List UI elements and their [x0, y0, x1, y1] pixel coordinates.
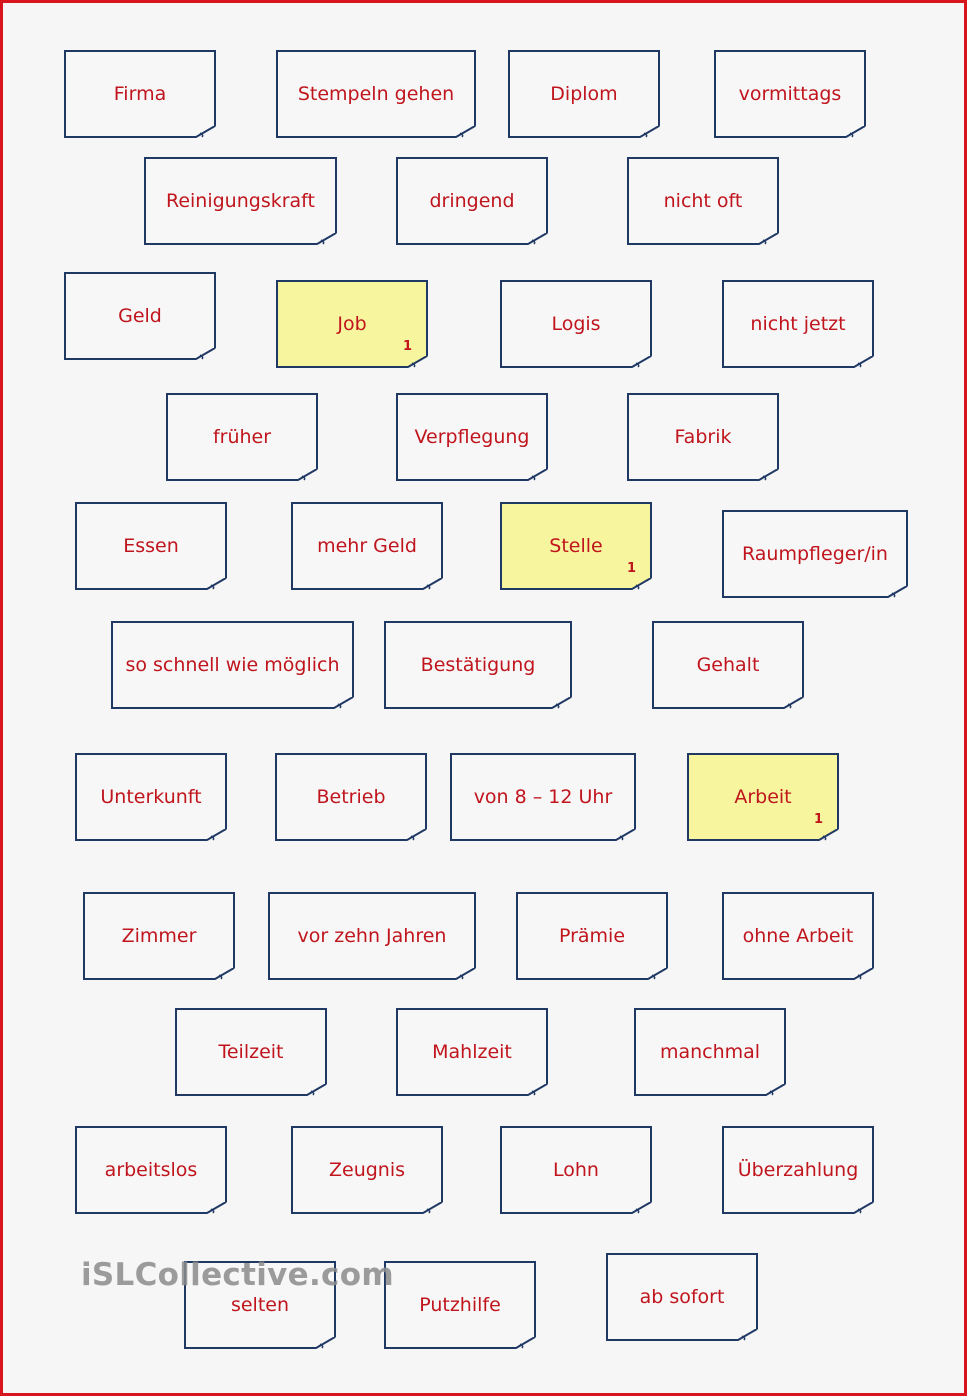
page-curl-icon: [640, 126, 660, 138]
word-card-fabrik[interactable]: [627, 393, 779, 481]
page-curl-icon: [207, 829, 227, 841]
word-card-label: früher: [212, 426, 272, 448]
page-curl-icon: [516, 1337, 536, 1349]
word-card-label: Betrieb: [316, 786, 386, 808]
page-curl-icon: [317, 233, 337, 245]
page-curl-icon: [616, 829, 636, 841]
word-card-geld[interactable]: [64, 272, 216, 360]
word-card-label: arbeitslos: [104, 1159, 198, 1181]
word-card-label: Unterkunft: [100, 786, 202, 808]
page-curl-icon: [215, 968, 235, 980]
word-card-essen[interactable]: [75, 502, 227, 590]
word-card-label: selten: [230, 1294, 290, 1316]
word-card-raumpfleger-in[interactable]: [722, 510, 908, 598]
word-card-ueberzahlung[interactable]: [722, 1126, 874, 1214]
word-card-bestaetigung[interactable]: [384, 621, 572, 709]
page-curl-icon: [316, 1337, 336, 1349]
word-card-label: Geld: [118, 305, 162, 327]
word-card-label: ab sofort: [639, 1286, 725, 1308]
page-curl-icon: [196, 126, 216, 138]
word-card-nicht-jetzt[interactable]: [722, 280, 874, 368]
word-card-ohne-arbeit[interactable]: [722, 892, 874, 980]
page-curl-icon: [207, 578, 227, 590]
count-badge: 1: [813, 812, 823, 827]
word-card-label: Zeugnis: [328, 1159, 406, 1181]
page-curl-icon: [738, 1329, 758, 1341]
word-card-verpflegung[interactable]: [396, 393, 548, 481]
word-card-arbeitslos[interactable]: [75, 1126, 227, 1214]
word-card-label: ohne Arbeit: [742, 925, 854, 947]
page-curl-icon: [888, 586, 908, 598]
word-card-label: so schnell wie möglich: [125, 654, 340, 676]
word-card-label: Logis: [551, 313, 601, 335]
word-card-label: Teilzeit: [218, 1041, 284, 1063]
page-curl-icon: [759, 469, 779, 481]
word-card-mehr-geld[interactable]: [291, 502, 443, 590]
word-card-zeugnis[interactable]: [291, 1126, 443, 1214]
word-card-gehalt[interactable]: [652, 621, 804, 709]
word-card-diplom[interactable]: [508, 50, 660, 138]
word-card-vormittags[interactable]: [714, 50, 866, 138]
page-curl-icon: [407, 829, 427, 841]
word-card-betrieb[interactable]: [275, 753, 427, 841]
word-card-unterkunft[interactable]: [75, 753, 227, 841]
word-card-label: vormittags: [738, 83, 842, 105]
watermark-text: iSLCollective.com: [81, 1257, 394, 1293]
page-curl-icon: [207, 1202, 227, 1214]
word-card-label: Arbeit: [734, 786, 792, 808]
page-curl-icon: [552, 697, 572, 709]
word-card-label: vor zehn Jahren: [297, 925, 447, 947]
page-curl-icon: [528, 1084, 548, 1096]
word-card-label: Job: [337, 313, 367, 335]
page-curl-icon: [854, 1202, 874, 1214]
word-card-manchmal[interactable]: [634, 1008, 786, 1096]
word-card-putzhilfe[interactable]: [384, 1261, 536, 1349]
word-card-von-8-12-uhr[interactable]: [450, 753, 636, 841]
page-curl-icon: [632, 356, 652, 368]
word-card-praemie[interactable]: [516, 892, 668, 980]
word-card-label: mehr Geld: [317, 535, 417, 557]
page-curl-icon: [456, 126, 476, 138]
word-card-logis[interactable]: [500, 280, 652, 368]
word-card-label: Fabrik: [674, 426, 732, 448]
word-card-ab-sofort[interactable]: [606, 1253, 758, 1341]
word-card-so-schnell-wie-moeglich[interactable]: [111, 621, 354, 709]
count-badge: 1: [626, 561, 636, 576]
word-card-label: Reinigungskraft: [165, 190, 315, 212]
word-card-frueher[interactable]: [166, 393, 318, 481]
page-curl-icon: [528, 233, 548, 245]
page-curl-icon: [423, 578, 443, 590]
page-curl-icon: [632, 1202, 652, 1214]
word-card-label: manchmal: [659, 1041, 761, 1063]
word-card-label: Essen: [123, 535, 179, 557]
count-badge: 1: [402, 339, 412, 354]
page-curl-icon: [854, 968, 874, 980]
word-card-mahlzeit[interactable]: [396, 1008, 548, 1096]
page-curl-icon: [528, 469, 548, 481]
word-card-teilzeit[interactable]: [175, 1008, 327, 1096]
word-card-label: dringend: [429, 190, 515, 212]
page-curl-icon: [766, 1084, 786, 1096]
page-curl-icon: [456, 968, 476, 980]
page-curl-icon: [648, 968, 668, 980]
page-curl-icon: [854, 356, 874, 368]
word-card-job[interactable]: [276, 280, 428, 368]
word-card-firma[interactable]: [64, 50, 216, 138]
word-card-nicht-oft[interactable]: [627, 157, 779, 245]
word-card-label: Stempeln gehen: [297, 83, 455, 105]
page-curl-icon: [632, 578, 652, 590]
page-curl-icon: [784, 697, 804, 709]
page-curl-icon: [423, 1202, 443, 1214]
word-card-stempeln-gehen[interactable]: [276, 50, 476, 138]
page-curl-icon: [298, 469, 318, 481]
word-card-label: nicht jetzt: [750, 313, 846, 335]
word-card-label: Raumpfleger/in: [742, 543, 888, 565]
word-card-label: Putzhilfe: [419, 1294, 501, 1316]
page-curl-icon: [307, 1084, 327, 1096]
word-card-label: Stelle: [549, 535, 603, 557]
word-card-reinigungskraft[interactable]: [144, 157, 337, 245]
word-card-dringend[interactable]: [396, 157, 548, 245]
page-curl-icon: [408, 356, 428, 368]
word-card-vor-zehn-jahren[interactable]: [268, 892, 476, 980]
word-card-label: Firma: [113, 83, 167, 105]
word-card-label: Prämie: [558, 925, 626, 947]
page-curl-icon: [846, 126, 866, 138]
word-card-zimmer[interactable]: [83, 892, 235, 980]
page-curl-icon: [334, 697, 354, 709]
page-curl-icon: [196, 348, 216, 360]
word-card-label: Überzahlung: [737, 1159, 859, 1181]
page-curl-icon: [819, 829, 839, 841]
word-card-label: nicht oft: [663, 190, 743, 212]
word-card-lohn[interactable]: [500, 1126, 652, 1214]
word-card-label: Verpflegung: [414, 426, 530, 448]
word-card-label: Gehalt: [696, 654, 760, 676]
word-card-label: Diplom: [550, 83, 618, 105]
word-card-label: von 8 – 12 Uhr: [473, 786, 613, 808]
word-card-label: Bestätigung: [420, 654, 536, 676]
word-card-label: Mahlzeit: [432, 1041, 512, 1063]
word-card-label: Lohn: [553, 1159, 599, 1181]
word-card-label: Zimmer: [121, 925, 197, 947]
word-card-arbeit[interactable]: [687, 753, 839, 841]
word-card-stelle[interactable]: [500, 502, 652, 590]
page-curl-icon: [759, 233, 779, 245]
